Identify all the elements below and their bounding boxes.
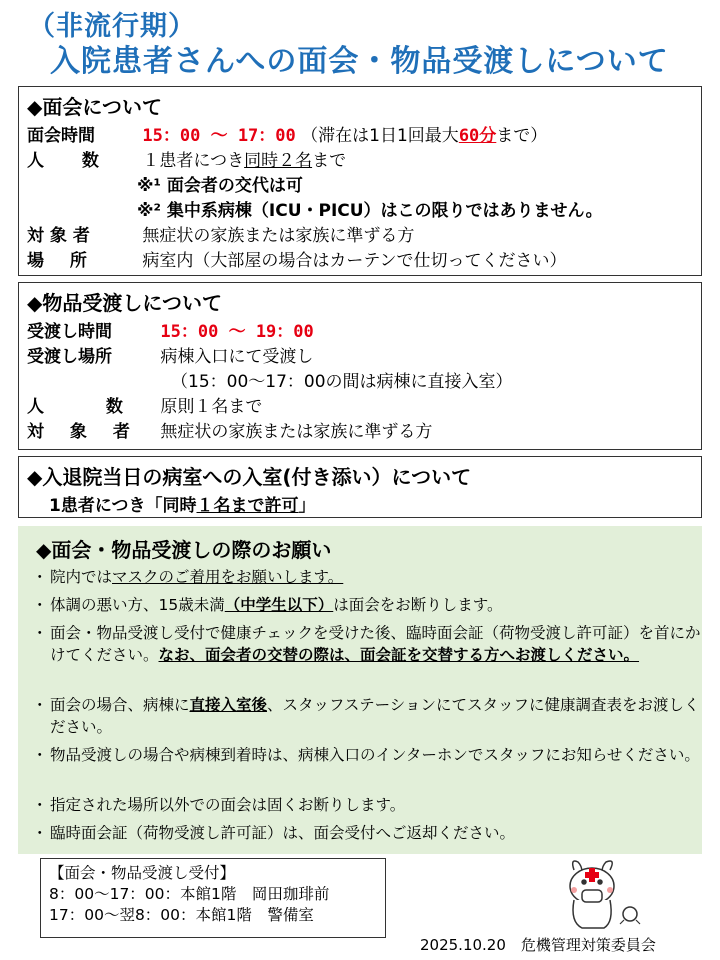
goods-target-row [27, 417, 432, 442]
requests-section [18, 526, 702, 854]
admission-heading: ◆入退院当日の病室への入室(付き添い）について [27, 465, 472, 489]
goods-heading: ◆物品受渡しについて [27, 291, 222, 315]
request-item-6: ・ 指定された場所以外での面会は固くお断りします。 [32, 796, 406, 814]
footer-org: 危機管理対策委員会 [520, 936, 656, 954]
visit-heading: ◆面会について [27, 95, 162, 119]
footer-date: 2025.10.20 [420, 936, 506, 954]
request-item-4: ・ 面会の場合、病棟に直接入室後、スタッフステーションにてスタッフに健康調査表をお渡しください。 [32, 696, 700, 736]
request-item-1: ・ 院内ではマスクのご着用をお願いします。 [32, 568, 344, 586]
visit-note-2: ※² 集中系病棟（ICU・PICU）はこの限りではありません。 [137, 201, 603, 221]
visit-target-label: 対 象 者 [27, 226, 90, 246]
visit-place-label: 場 所 [27, 251, 97, 271]
visit-time-limit: 60分 [458, 126, 497, 146]
goods-target-value: 無症状の家族または家族に準ずる方 [160, 422, 433, 442]
reception-title: 【面会・物品受渡し受付】 [49, 864, 236, 882]
visit-time-note-post: まで） [496, 126, 548, 146]
visit-place-row [27, 246, 567, 271]
visit-time-value: 15：00 ～ 17：00 [142, 126, 296, 146]
reception-line-1: 8：00～17：00：本館1階 岡田珈琲前 [49, 885, 330, 903]
visit-target-row [27, 221, 414, 246]
goods-target-label: 対 象 者 [27, 422, 140, 442]
admission-section [18, 456, 702, 518]
goods-place-note: （15：00～17：00の間は病棟に直接入室） [171, 372, 513, 392]
request-item-2: ・ 体調の悪い方、15歳未満（中学生以下）は面会をお断りします。 [32, 596, 503, 614]
admission-rule [49, 491, 316, 516]
goods-count-label: 人 数 [27, 397, 151, 417]
goods-count-value: 原則１名まで [160, 397, 263, 417]
admission-rule-post: 」 [298, 496, 316, 516]
visit-count-label: 人 数 [27, 151, 115, 171]
goods-place-row [27, 342, 313, 367]
admission-rule-pre: 1患者につき「同時 [49, 496, 197, 516]
visit-count-pre: １患者につき [142, 151, 245, 171]
title-line-1: （非流行期） [28, 11, 196, 42]
page-title: 入院患者さんへの面会・物品受渡しについて [50, 44, 669, 79]
visit-time-note-pre: （滞在は1日1回最大 [301, 126, 459, 146]
goods-count-row [27, 392, 262, 417]
request-item-5: ・ 物品受渡しの場合や病棟到着時は、病棟入口のインターホンでスタッフにお知らせください。 [32, 746, 700, 764]
goods-place-value: 病棟入口にて受渡し [160, 347, 314, 367]
visit-time-label: 面会時間 [27, 126, 95, 146]
reception-info [40, 858, 386, 938]
visit-note-1: ※¹ 面会者の交代は可 [137, 176, 303, 196]
goods-time-value: 15：00 ～ 19：00 [160, 322, 314, 342]
goods-time-label: 受渡し時間 [27, 322, 112, 342]
visit-place-value: 病室内（大部屋の場合はカーテンで仕切ってください） [142, 251, 567, 271]
visit-count-post: まで [312, 151, 347, 171]
visit-count-row [27, 146, 346, 171]
goods-time-row [27, 317, 314, 342]
request-item-3: ・ 面会・物品受渡し受付で健康チェックを受けた後、臨時面会証（荷物受渡し許可証）を首にかけてください。なお、面会者の交替の際は、面会証を交替する方へお渡しください。 [32, 624, 701, 664]
admission-rule-value: １名まで許可 [196, 496, 299, 516]
visit-section [18, 86, 702, 276]
footer [420, 934, 656, 955]
visit-count-value: 同時２名 [244, 151, 313, 171]
mascot-illustration [560, 856, 646, 934]
reception-line-2: 17：00～翌8：00：本館1階 警備室 [49, 906, 314, 924]
request-item-7: ・ 臨時面会証（荷物受渡し許可証）は、面会受付へご返却ください。 [32, 824, 516, 842]
requests-heading: ◆面会・物品受渡しの際のお願い [36, 538, 332, 562]
goods-section [18, 282, 702, 450]
visit-target-value: 無症状の家族または家族に準ずる方 [142, 226, 415, 246]
visit-time-row [27, 121, 547, 146]
goods-place-label: 受渡し場所 [27, 347, 112, 367]
